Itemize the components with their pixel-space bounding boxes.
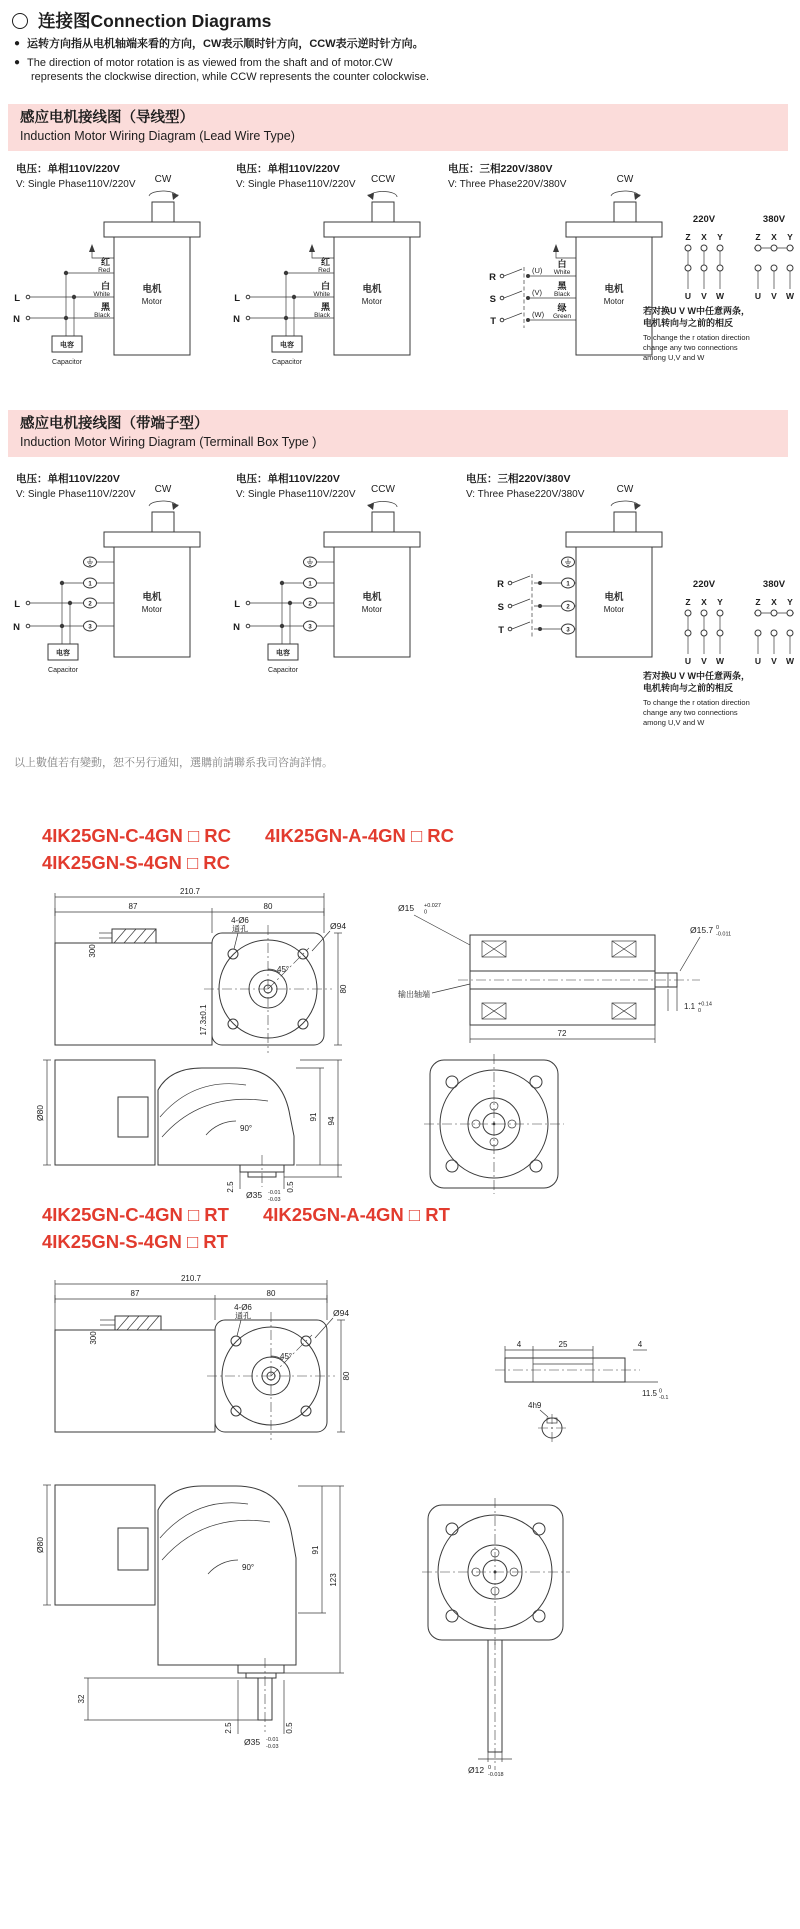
capacitor-zh: 电容 [276,650,290,657]
rc-side-view [55,887,348,1053]
rotation-note-en3: among U,V and W [643,718,705,727]
label-w: W [785,656,795,666]
terminal-L: L [14,293,20,304]
label-z: Z [755,597,761,607]
motor-label-en: Motor [361,297,383,306]
gearhead-outline [158,1486,296,1665]
voltage-label-en: V: Single Phase110V/220V [236,179,356,190]
wire-white-en: White [93,291,110,298]
dim-17-3: 17.3±0.1 [199,1004,208,1036]
terminal-N: N [233,622,240,633]
connection-panel [643,579,795,727]
terminal-S: S [489,294,496,305]
rt-top-view [35,1485,344,1750]
label-v: V [771,656,777,666]
dim-bore-15-tol-top: +0.027 [424,903,441,909]
motor-label-zh: 电机 [362,592,382,603]
label-x: X [701,597,707,607]
output-boss [238,1665,284,1673]
wire-white-zh: 白 [320,281,330,291]
ccw-label: CCW [371,174,395,185]
label-v: V [771,291,777,301]
terminal-R: R [489,272,496,283]
wire-green-zh: 绿 [557,303,567,313]
dim-motor-length: 87 [130,1289,140,1298]
label-w: W [715,656,725,666]
dim-boss-35-tol-bot: -0.03 [266,1744,279,1750]
dim-shaft-12-tol-bot: -0.018 [488,1772,504,1778]
model-rc-c: 4IK25GN-C-4GN □ RC [42,825,232,846]
motor-label-zh: 电机 [362,284,382,295]
label-380v: 380V [762,214,786,225]
rotation-note-en2: change any two connections [643,343,738,352]
motor-flange [324,222,420,237]
model-titles-rt [42,1201,450,1255]
label-u: U [684,291,692,301]
wiring-diagrams-lead-wire [0,140,800,385]
voltage-label-en: V: Single Phase110V/220V [16,179,136,190]
section-circle-icon [12,13,28,29]
dim-mount-holes: 4-Ø6 [231,916,249,925]
motor-flange [324,532,420,547]
wire-white-en: White [313,291,330,298]
wire-black-en: Black [554,291,570,298]
motor-outline [55,1485,155,1605]
dim-gear-length: 80 [266,1289,276,1298]
phase-W: (W) [532,310,545,319]
terminal-N: N [233,314,240,325]
model-rt-s: 4IK25GN-S-4GN □ RT [42,1231,228,1252]
dim-key-4b: 4 [637,1340,643,1349]
dim-lead-length: 300 [89,1331,98,1345]
label-y: Y [787,232,793,242]
motor-flange [104,532,200,547]
dim-angle-45: 45° [280,1352,293,1361]
cw-label: CW [154,174,172,185]
terminal-1-num: 1 [88,581,92,588]
capacitor-zh: 电容 [60,342,74,349]
voltage-label-zh: 电压：单相110V/220V [16,473,120,485]
terminal-R: R [497,579,504,590]
dim-shaft-length-32: 32 [77,1694,86,1704]
rotation-note-zh1: 若对换U V W中任意两条， [643,671,750,681]
voltage-label-en: V: Single Phase110V/220V [16,489,136,500]
dim-height-91: 91 [311,1545,320,1555]
rc-flange-view [424,1054,564,1194]
dim-groove-11-tol-top: +0.14 [698,1001,712,1008]
dim-key-25: 25 [558,1340,568,1349]
voltage-label-zh: 电压：三相220V/380V [448,163,553,175]
motor-label-en: Motor [603,297,625,306]
banner-lead-zh: 感应电机接线图（导线型） [20,110,194,126]
terminal-L: L [234,599,240,610]
dim-total-length: 210.7 [179,887,201,896]
dim-boss-35: Ø35 [244,1737,261,1747]
dim-groove-11: 1.1 [684,1002,696,1011]
dim-dia-80: Ø80 [35,1536,45,1554]
label-u: U [754,291,762,301]
voltage-label-zh: 电压：单相110V/220V [236,473,340,485]
voltage-label-zh: 电压：单相110V/220V [16,163,120,175]
wire-black-en: Black [94,312,110,319]
dimension-drawings-rt [0,1270,800,1810]
rotation-note-zh2: 电机转向与之前的相反 [643,683,734,693]
label-x: X [771,232,777,242]
model-rc-s: 4IK25GN-S-4GN □ RC [42,852,230,873]
dim-groove-11-tol-bot: 0 [698,1008,702,1014]
capacitor-en: Capacitor [52,359,82,366]
motor-flange [104,222,200,237]
dim-lead-length: 300 [88,944,97,958]
model-rt-a: 4IK25GN-A-4GN □ RT [262,1204,450,1225]
dimension-drawings-rc [0,885,800,1203]
label-y: Y [787,597,793,607]
rt-keyway-detail [495,1340,668,1442]
wire-black-zh: 黑 [100,302,110,312]
dim-bolt-circle: Ø94 [333,1308,350,1318]
dim-boss-35: Ø35 [246,1190,263,1200]
dim-height-94: 94 [327,1116,336,1126]
dim-total-length: 210.7 [180,1274,202,1283]
motor-shaft [614,202,636,222]
wire-black-en: Black [314,312,330,319]
motor-flange [566,532,662,547]
label-y: Y [717,597,723,607]
dim-dia-80: Ø80 [35,1104,45,1122]
motor-body [334,237,410,355]
motor-shaft [152,512,174,532]
label-z: Z [685,232,691,242]
bullet-note-en [14,56,429,84]
dim-gear-length: 80 [263,902,273,911]
wire-red-zh: 红 [320,257,330,267]
label-x: X [701,232,707,242]
wire-black-zh: 黑 [557,281,567,291]
rotation-note-en1: To change the r otation direction [643,698,750,707]
capacitor-en: Capacitor [272,359,302,366]
dim-0-5: 0.5 [286,1181,295,1193]
motor-label-en: Motor [141,605,163,614]
motor-label-zh: 电机 [604,284,624,295]
terminal-L: L [14,599,20,610]
motor-shaft [372,512,394,532]
diagram-lead-single-phase-ccw [233,162,420,366]
voltage-label-en: V: Three Phase220V/380V [448,179,567,190]
bullet-icon: ● [14,57,21,68]
motor-label-zh: 电机 [142,592,162,603]
terminal-N: N [13,622,20,633]
model-rt-c: 4IK25GN-C-4GN □ RT [42,1204,229,1225]
terminal-S: S [497,602,504,613]
wire-red-zh: 红 [100,257,110,267]
label-220v: 220V [692,214,716,225]
motor-label-zh: 电机 [142,284,162,295]
bullet-en-line1: The direction of motor rotation is as viewed from the shaft and of motor.CW [27,57,393,69]
dim-height-91: 91 [309,1112,318,1122]
cw-label: CW [154,484,172,495]
gearhead-outline [158,1068,294,1165]
capacitor-en: Capacitor [48,667,78,674]
rotation-note-zh2: 电机转向与之前的相反 [643,318,734,328]
motor-body [114,237,190,355]
model-rc-a: 4IK25GN-A-4GN □ RC [265,825,455,846]
terminal-1-num: 1 [566,581,570,588]
diagram-lead-single-phase-cw [13,162,200,366]
bullet-note-zh [14,37,424,51]
label-w: W [715,291,725,301]
dim-shaft-12-tol-top: 0 [488,1765,492,1771]
dim-height-123: 123 [329,1573,338,1587]
motor-outline [55,1330,215,1432]
motor-shaft [152,202,174,222]
label-w: W [785,291,795,301]
dim-height-80: 80 [342,1371,351,1381]
dim-2-5: 2.5 [226,1181,235,1193]
label-380v: 380V [762,579,786,590]
dim-length-72: 72 [557,1029,567,1038]
phase-V: (V) [532,288,542,297]
phase-U: (U) [532,266,543,275]
label-z: Z [755,232,761,242]
dim-bore-15-tol-bot: 0 [424,909,428,916]
dim-boss-35-tol-bot: -0.03 [268,1197,281,1203]
rotation-note-en2: change any two connections [643,708,738,717]
banner-lead-en: Induction Motor Wiring Diagram (Lead Wire Type) [20,129,295,143]
terminal-3-num: 3 [566,627,570,634]
ccw-label: CCW [371,484,395,495]
dim-key-depth-tol-top: 0 [659,1388,663,1395]
page-title: 连接图Connection Diagrams [38,11,272,31]
dim-motor-length: 87 [128,902,138,911]
rotation-note-en3: among U,V and W [643,353,705,362]
terminal-3-num: 3 [88,624,92,631]
diagram-lead-three-phase-cw [448,162,795,362]
terminal-box [115,1316,161,1330]
dim-angle-90: 90° [242,1563,255,1572]
diagram-tb-single-phase-cw [13,472,200,674]
voltage-label-zh: 电压：三相220V/380V [466,473,571,485]
voltage-label-zh: 电压：单相110V/220V [236,163,340,175]
terminal-2-num: 2 [566,604,570,611]
dim-2-5: 2.5 [224,1722,233,1734]
terminal-N: N [13,314,20,325]
connection-panel [643,214,795,362]
label-output-shaft-end: 输出轴端 [398,990,430,999]
motor-flange [566,222,662,237]
capacitor-zh: 电容 [56,650,70,657]
wire-white-zh: 白 [100,281,110,291]
cw-label: CW [616,484,634,495]
motor-label-en: Motor [603,605,625,614]
terminal-3-num: 3 [308,624,312,631]
motor-outline [55,943,212,1045]
bullet-note-en-text [27,56,429,84]
wire-white-en: White [553,269,571,276]
rt-side-view [55,1274,351,1440]
rc-top-view [35,1060,342,1203]
bullet-note-zh-text: 运转方向指从电机轴端来看的方向，CW表示顺时针方向，CCW表示逆时针方向。 [27,38,424,50]
dim-key-depth-115: 11.5 [642,1389,657,1398]
bullet-icon: ● [14,38,21,49]
dim-shaft-157: Ø15.7 [690,925,714,935]
diagram-tb-three-phase-cw [466,472,795,727]
page-header [12,8,271,33]
terminal-1-num: 1 [308,581,312,588]
wire-white-zh: 白 [557,259,567,269]
rt-flange-view [422,1498,570,1778]
motor-body [576,237,652,355]
cw-label: CW [616,174,634,185]
dim-angle-90: 90° [240,1124,253,1133]
capacitor-en: Capacitor [268,667,298,674]
terminal-T: T [490,316,496,327]
capacitor-zh: 电容 [280,342,294,349]
voltage-label-en: V: Single Phase110V/220V [236,489,356,500]
dim-key-depth-tol-bot: -0.1 [659,1395,669,1401]
dim-shaft-12: Ø12 [468,1765,485,1775]
dim-key-4h9: 4h9 [528,1401,542,1410]
wire-red-en: Red [318,267,330,274]
wire-black-zh: 黑 [320,302,330,312]
dim-through-hole: 通孔 [232,924,248,934]
dim-bolt-circle: Ø94 [330,921,347,931]
diagram-tb-single-phase-ccw [233,472,420,674]
label-220v: 220V [692,579,716,590]
wiring-diagrams-terminal-box [0,450,800,734]
dim-height-80: 80 [339,984,348,994]
label-u: U [684,656,692,666]
voltage-label-en: V: Three Phase220V/380V [466,489,585,500]
rotation-note-zh1: 若对换U V W中任意两条， [643,306,750,316]
motor-outline [55,1060,155,1165]
wire-red-en: Red [98,267,110,274]
motor-shaft [372,202,394,222]
wire-green-en: Green [552,313,572,320]
disclaimer-note: 以上數值若有變動，恕不另行通知，選購前請聯系我司咨詢詳情。 [14,757,333,769]
dim-through-hole: 通孔 [235,1311,251,1321]
motor-shaft [614,512,636,532]
banner-terminal-zh: 感应电机接线图（带端子型） [20,416,209,432]
label-y: Y [717,232,723,242]
dim-boss-35-tol-top: -0.01 [266,1737,279,1743]
terminal-L: L [234,293,240,304]
rotation-note-en1: To change the r otation direction [643,333,750,342]
model-titles-rc [42,822,454,876]
label-v: V [701,291,707,301]
motor-label-zh: 电机 [604,592,624,603]
terminal-2-num: 2 [308,601,312,608]
label-u: U [754,656,762,666]
banner-terminal-en: Induction Motor Wiring Diagram (Terminall Box Type ) [20,435,317,449]
terminal-T: T [498,625,504,636]
terminal-2-num: 2 [88,601,92,608]
bullet-en-line2: represents the clockwise direction, while CCW represents the counter colockwise. [31,71,429,83]
motor-label-en: Motor [361,605,383,614]
rc-shaft-detail [398,903,731,1043]
motor-label-en: Motor [141,297,163,306]
dim-key-4: 4 [516,1340,522,1349]
label-x: X [771,597,777,607]
dim-mount-holes: 4-Ø6 [234,1303,252,1312]
label-z: Z [685,597,691,607]
dim-angle-45: 45° [277,965,290,974]
dim-boss-35-tol-top: -0.01 [268,1190,281,1196]
dim-shaft-157-tol-top: 0 [716,925,720,931]
label-v: V [701,656,707,666]
dim-shaft-157-tol-bot: -0.011 [716,931,732,938]
dim-0-5: 0.5 [285,1722,294,1734]
dim-bore-15: Ø15 [398,903,415,913]
